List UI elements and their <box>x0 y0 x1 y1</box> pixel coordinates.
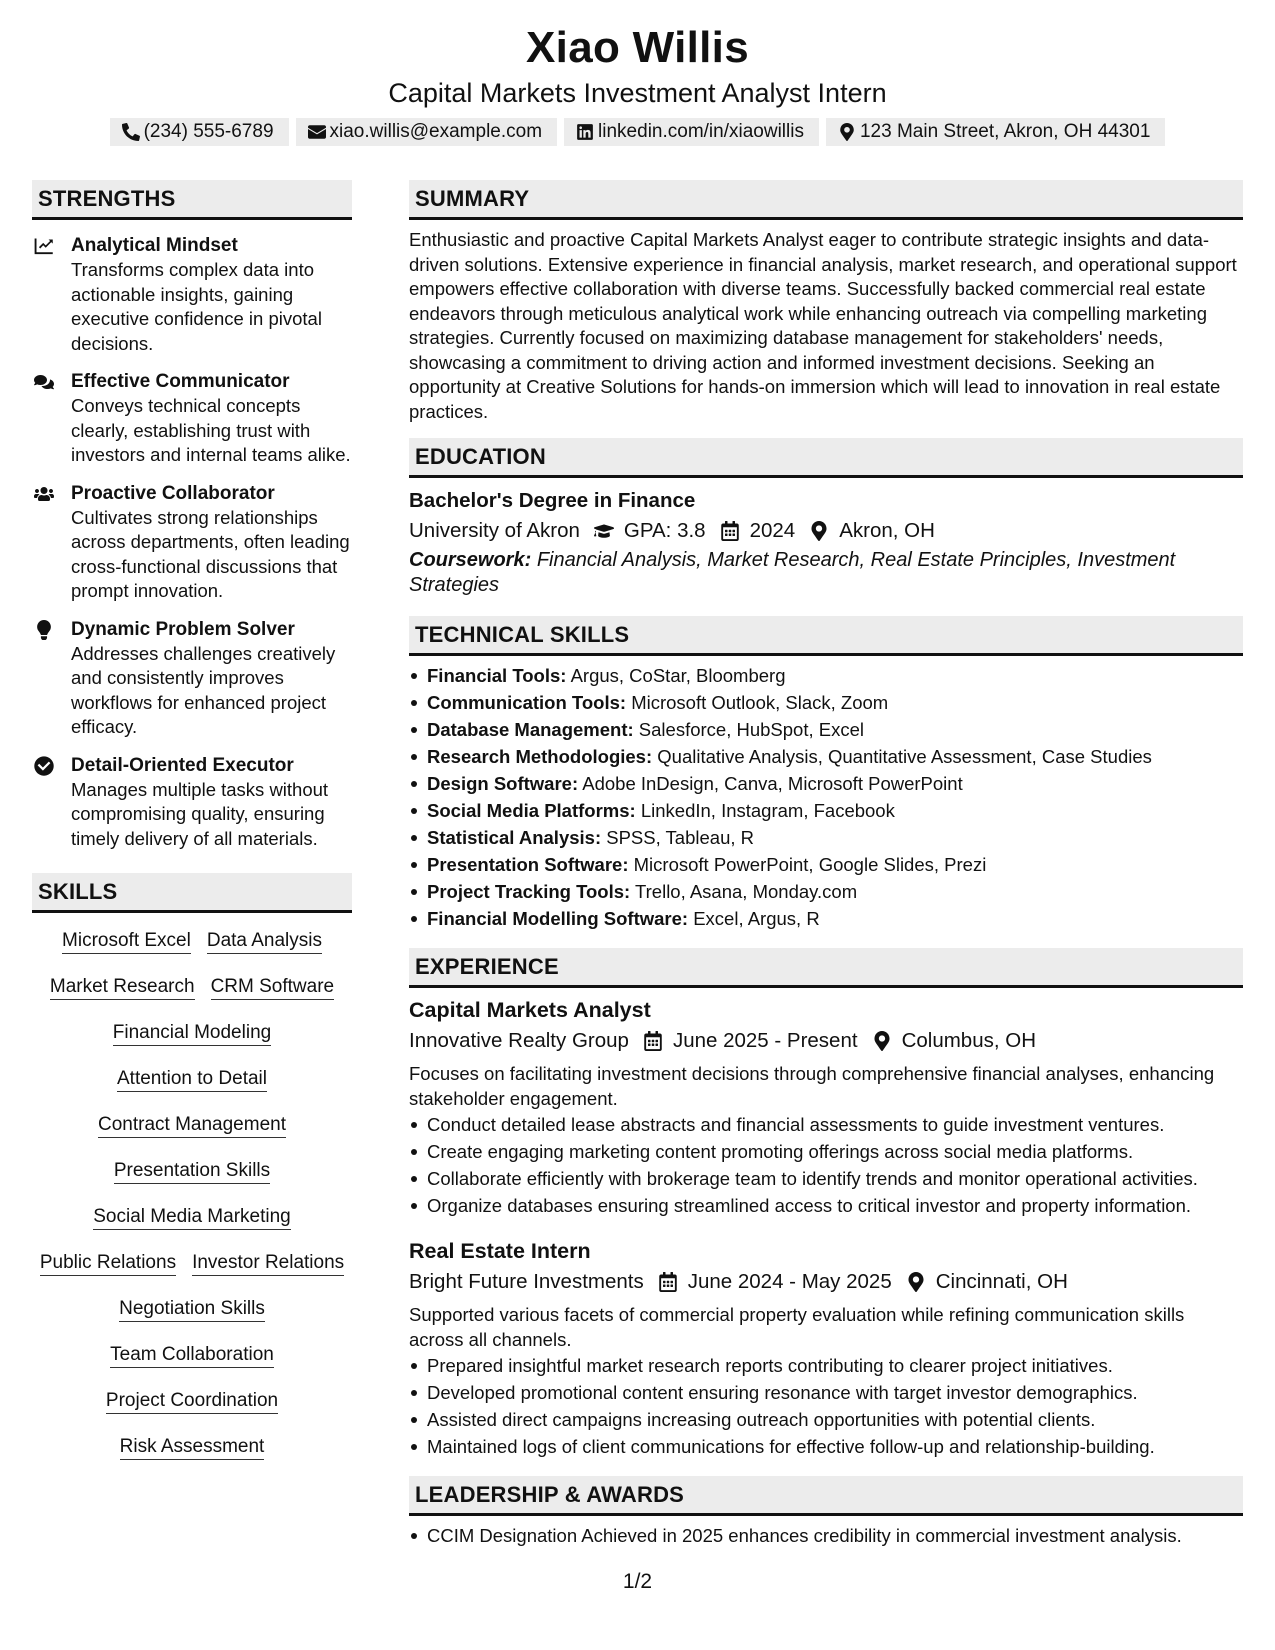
contact-linkedin-text: linkedin.com/in/xiaowillis <box>598 121 804 142</box>
job-dates: June 2024 - May 2025 <box>687 1270 892 1293</box>
check-circle-icon <box>34 756 54 776</box>
list-item: Collaborate efficiently with brokerage team to identify trends and monitor operational activities. <box>409 1165 1243 1192</box>
strength-item <box>32 370 352 468</box>
calendar-icon <box>720 521 740 541</box>
list-item <box>409 662 1243 689</box>
strength-title: Effective Communicator <box>71 371 290 392</box>
leadership-list <box>409 1516 1243 1549</box>
coursework <box>409 548 1243 616</box>
summary-heading: SUMMARY <box>409 180 1243 220</box>
strength-desc: Addresses challenges creatively and consistently improves workflows for enhanced project efficacy. <box>71 642 336 737</box>
strength-title: Analytical Mindset <box>71 235 238 256</box>
summary-text: Enthusiastic and proactive Capital Markets Analyst eager to contribute strategic insights and data-driven solutions. Extensive experience in financial analysis, market research, and operational support empowers effective collaboration with diverse teams. Successfully backed commercial real estate endeavors through meticulous analytical work while enhancing outreach via compelling marketing strategies. Currently focused on maximizing database management for stakeholders' needs, showcasing a commitment to driving action and informed investment decisions. Seeking an opportunity at Creative Solutions for hands-on immersion which will lead to innovation in real estate practices. <box>409 229 1237 422</box>
right-column <box>409 180 1243 1549</box>
job-meta <box>409 1026 1243 1056</box>
comments-icon <box>34 372 54 392</box>
job-description: Supported various facets of commercial property evaluation while refining communication skills across all channels. <box>409 1304 1185 1350</box>
strength-desc: Transforms complex data into actionable insights, gaining executive confidence in pivotal decisions. <box>71 259 322 354</box>
job-bullets <box>409 1352 1243 1460</box>
contact-address <box>826 118 1165 146</box>
strength-title: Proactive Collaborator <box>71 482 275 504</box>
skill-tag: CRM Software <box>211 975 335 1000</box>
chart-line-icon <box>34 236 54 256</box>
list-item <box>409 689 1243 716</box>
strength-item <box>32 234 352 356</box>
list-item: Assisted direct campaigns increasing outreach opportunities with potential clients. <box>409 1406 1243 1433</box>
calendar-icon <box>658 1272 678 1292</box>
strength-desc: Manages multiple tasks without compromising quality, ensuring timely delivery of all materials. <box>71 778 329 849</box>
skill-tag: Microsoft Excel <box>62 929 191 954</box>
tech-skill-label: Database Management: <box>427 719 634 740</box>
list-item: Prepared insightful market research reports contributing to clearer project initiatives. <box>409 1352 1243 1379</box>
list-item <box>409 797 1243 824</box>
tech-skill-label: Presentation Software: <box>427 854 629 875</box>
job-location: Columbus, OH <box>901 1029 1036 1052</box>
skill-tag: Financial Modeling <box>113 1021 271 1046</box>
strength-desc: Conveys technical concepts clearly, establishing trust with investors and internal teams alike. <box>71 395 351 465</box>
graduation-cap-icon <box>594 521 614 541</box>
tech-skill-label: Statistical Analysis: <box>427 827 602 848</box>
job-title: Capital Markets Analyst <box>409 998 651 1022</box>
job-meta <box>409 1267 1243 1297</box>
map-pin-icon <box>838 123 856 141</box>
degree-title: Bachelor's Degree in Finance <box>409 489 696 512</box>
tech-skill-value: Qualitative Analysis, Quantitative Assessment, Case Studies <box>657 746 1152 767</box>
linkedin-icon <box>576 123 594 141</box>
skill-tag: Risk Assessment <box>120 1435 265 1460</box>
tech-skill-label: Financial Modelling Software: <box>427 908 689 929</box>
tech-skill-value: Trello, Asana, Monday.com <box>635 881 858 902</box>
skills-list <box>32 913 352 1460</box>
strength-item <box>32 482 352 604</box>
tech-skill-value: Adobe InDesign, Canva, Microsoft PowerPoint <box>582 773 963 794</box>
tech-skill-value: Salesforce, HubSpot, Excel <box>638 719 864 740</box>
school-name: University of Akron <box>409 519 580 542</box>
list-item: Organize databases ensuring streamlined access to critical investor and property information. <box>409 1192 1243 1219</box>
graduation-year: 2024 <box>749 519 796 542</box>
skill-tag: Investor Relations <box>192 1251 344 1276</box>
skills-heading: SKILLS <box>32 873 352 913</box>
skill-tag: Project Coordination <box>106 1389 278 1414</box>
tech-skill-value: Microsoft PowerPoint, Google Slides, Prezi <box>633 854 987 875</box>
tech-skill-label: Project Tracking Tools: <box>427 881 631 902</box>
strength-desc: Cultivates strong relationships across departments, often leading cross-functional discussions that prompt innovation. <box>71 506 350 601</box>
list-item <box>409 905 1243 932</box>
experience-heading: EXPERIENCE <box>409 948 1243 988</box>
skill-tag: Negotiation Skills <box>119 1297 265 1322</box>
education-heading: EDUCATION <box>409 438 1243 478</box>
company-name: Innovative Realty Group <box>409 1029 629 1052</box>
job-description: Focuses on facilitating investment decisions through comprehensive financial analyses, enhancing stakeholder engagement. <box>409 1063 1215 1109</box>
skill-tag: Public Relations <box>40 1251 176 1276</box>
contact-email-text: xiao.willis@example.com <box>329 121 543 142</box>
contact-linkedin[interactable] <box>564 118 819 146</box>
tech-skill-value: Excel, Argus, R <box>693 908 820 929</box>
calendar-icon <box>643 1031 663 1051</box>
tech-skill-value: Microsoft Outlook, Slack, Zoom <box>631 692 889 713</box>
job-entry <box>409 996 1243 1229</box>
list-item: CCIM Designation Achieved in 2025 enhances credibility in commercial investment analysis. <box>409 1522 1243 1549</box>
tech-skill-value: SPSS, Tableau, R <box>606 827 754 848</box>
skill-tag: Social Media Marketing <box>93 1205 290 1230</box>
strength-item <box>32 754 352 852</box>
lightbulb-icon <box>34 620 54 640</box>
skill-tag: Team Collaboration <box>110 1343 274 1368</box>
list-item <box>409 770 1243 797</box>
users-icon <box>34 484 54 504</box>
education-location: Akron, OH <box>839 519 935 542</box>
leadership-heading: LEADERSHIP & AWARDS <box>409 1476 1243 1516</box>
job-title: Real Estate Intern <box>409 1239 591 1263</box>
map-pin-icon <box>872 1031 892 1051</box>
strength-title: Dynamic Problem Solver <box>71 618 295 640</box>
job-location: Cincinnati, OH <box>935 1270 1068 1293</box>
resume-header <box>0 0 1275 146</box>
candidate-name: Xiao Willis <box>526 23 749 72</box>
skill-tag: Presentation Skills <box>114 1159 270 1184</box>
skill-tag: Attention to Detail <box>117 1067 267 1092</box>
contact-bar <box>0 118 1275 146</box>
education-meta <box>409 516 1243 546</box>
map-pin-icon <box>906 1272 926 1292</box>
list-item: Developed promotional content ensuring resonance with target investor demographics. <box>409 1379 1243 1406</box>
technical-skills-heading: TECHNICAL SKILLS <box>409 616 1243 656</box>
contact-phone[interactable] <box>110 118 289 146</box>
coursework-list: Financial Analysis, Market Research, Real Estate Principles, Investment Strategies <box>409 549 1176 596</box>
technical-skills-list <box>409 656 1243 948</box>
contact-email[interactable] <box>296 118 558 146</box>
map-pin-icon <box>809 521 829 541</box>
tech-skill-label: Research Methodologies: <box>427 746 653 767</box>
list-item: Conduct detailed lease abstracts and financial assessments to guide investment ventures. <box>409 1111 1243 1138</box>
tech-skill-label: Communication Tools: <box>427 692 627 713</box>
skill-tag: Market Research <box>50 975 195 1000</box>
candidate-title: Capital Markets Investment Analyst Intern <box>388 78 887 108</box>
list-item <box>409 851 1243 878</box>
list-item <box>409 743 1243 770</box>
job-bullets <box>409 1111 1243 1219</box>
contact-address-text: 123 Main Street, Akron, OH 44301 <box>859 121 1151 142</box>
tech-skill-label: Social Media Platforms: <box>427 800 636 821</box>
strengths-heading: STRENGTHS <box>32 180 352 220</box>
coursework-label: Coursework: <box>409 549 532 571</box>
company-name: Bright Future Investments <box>409 1270 644 1293</box>
strength-item <box>32 618 352 740</box>
list-item <box>409 824 1243 851</box>
job-entry <box>409 1237 1243 1470</box>
tech-skill-label: Financial Tools: <box>427 665 567 686</box>
list-item: Create engaging marketing content promoting offerings across social media platforms. <box>409 1138 1243 1165</box>
list-item <box>409 878 1243 905</box>
page-number: 1/2 <box>622 1570 653 1593</box>
envelope-icon <box>308 123 326 141</box>
phone-icon <box>122 123 140 141</box>
strength-title: Detail-Oriented Executor <box>71 754 294 776</box>
gpa: GPA: 3.8 <box>623 519 706 542</box>
skill-tag: Contract Management <box>98 1113 286 1138</box>
tech-skill-value: LinkedIn, Instagram, Facebook <box>640 800 895 821</box>
left-column <box>32 180 352 1460</box>
contact-phone-text: (234) 555-6789 <box>143 121 274 142</box>
list-item <box>409 716 1243 743</box>
job-dates: June 2025 - Present <box>672 1029 858 1052</box>
tech-skill-label: Design Software: <box>427 773 579 794</box>
tech-skill-value: Argus, CoStar, Bloomberg <box>570 665 786 686</box>
skill-tag: Data Analysis <box>207 929 322 954</box>
list-item: Maintained logs of client communications for effective follow-up and relationship-building. <box>409 1433 1243 1460</box>
